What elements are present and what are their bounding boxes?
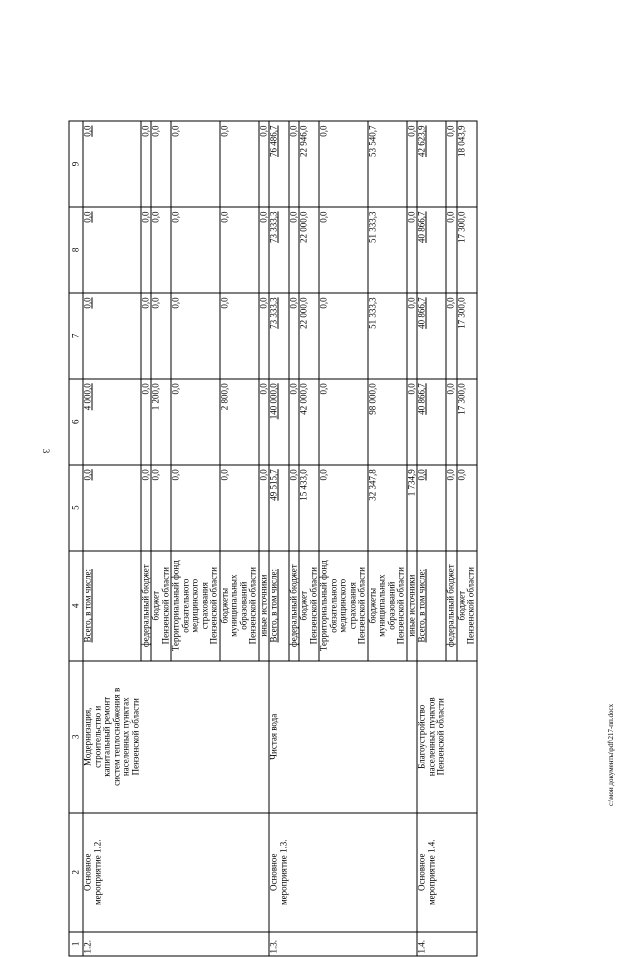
amount-cell — [141, 121, 152, 207]
amount-cell — [446, 293, 457, 379]
amount-cell — [151, 379, 171, 465]
event-title-cell — [417, 661, 446, 813]
amount-cell — [407, 465, 418, 551]
row-number-cell — [141, 932, 152, 956]
amount-cell — [141, 379, 152, 465]
amount-cell — [446, 379, 457, 465]
amount-cell — [319, 379, 368, 465]
amount-value: 73 333,3 — [268, 211, 279, 243]
column-number-row — [69, 121, 83, 956]
funding-source-line: Территориальный фонд — [170, 560, 181, 652]
amount-value: 0,0 — [445, 125, 456, 137]
amount-value: 0,0 — [140, 383, 150, 395]
funding-source-cell — [319, 551, 368, 661]
amount-value: 0,0 — [318, 211, 329, 223]
funding-source-cell — [368, 551, 407, 661]
amount-value: 73 333,3 — [268, 297, 279, 329]
amount-value: 1 734,9 — [406, 469, 416, 497]
amount-cell — [141, 293, 152, 379]
funding-source-line: Пензенской области — [395, 567, 406, 645]
amount-value: 0,0 — [456, 469, 466, 481]
event-title-line: Модернизация, — [82, 707, 93, 766]
amount-value: 22 946,0 — [298, 125, 309, 157]
amount-cell — [457, 465, 477, 551]
event-name-line: мероприятие 1.4. — [426, 839, 436, 906]
column-number-cell: 7 — [69, 293, 83, 379]
amount-value: 22 000,0 — [298, 297, 309, 329]
funding-source-line: Всего, в том числе: — [416, 568, 427, 643]
amount-cell — [141, 207, 152, 293]
amount-value: 40 866,7 — [416, 211, 427, 243]
amount-cell — [259, 293, 270, 379]
amount-value: 17 300,0 — [456, 383, 466, 415]
funding-source-line: бюджет — [150, 590, 161, 621]
event-cell — [407, 813, 418, 932]
amount-value: 17 300,0 — [456, 297, 466, 329]
row-number-cell — [259, 932, 270, 956]
amount-cell — [457, 207, 477, 293]
event-title-cell — [446, 661, 457, 813]
funding-source-line: Пензенской области — [465, 567, 476, 645]
event-cell — [368, 813, 407, 932]
funding-source-cell — [171, 551, 220, 661]
event-title-cell — [141, 661, 152, 813]
funding-source-cell — [446, 551, 457, 661]
amount-cell — [319, 465, 368, 551]
amount-cell — [259, 207, 270, 293]
amount-value: 76 486,7 — [268, 125, 279, 157]
amount-cell — [220, 207, 259, 293]
event-cell — [299, 813, 319, 932]
amount-cell — [299, 379, 319, 465]
amount-value: 0,0 — [219, 297, 229, 309]
event-title-cell — [368, 661, 407, 813]
amount-value: 53 540,7 — [367, 125, 377, 157]
column-number-cell: 8 — [69, 207, 83, 293]
amount-cell — [407, 379, 418, 465]
amount-value: 0,0 — [170, 125, 181, 137]
event-cell — [220, 813, 259, 932]
amount-value: 0,0 — [288, 125, 298, 137]
amount-cell — [457, 121, 477, 207]
table-row — [319, 121, 368, 956]
amount-value: 0,0 — [258, 125, 268, 137]
amount-cell — [269, 293, 289, 379]
amount-value: 0,0 — [288, 211, 298, 223]
row-number-cell — [417, 932, 446, 956]
amount-cell — [289, 293, 300, 379]
event-name-line: мероприятие 1.2. — [92, 839, 102, 906]
table-row — [269, 121, 289, 956]
amount-value: 0,0 — [445, 383, 456, 395]
event-cell — [171, 813, 220, 932]
amount-cell — [141, 465, 152, 551]
amount-cell — [269, 465, 289, 551]
row-number-cell — [151, 932, 171, 956]
funding-source-cell — [457, 551, 477, 661]
table-row — [171, 121, 220, 956]
amount-cell — [446, 465, 457, 551]
column-number-cell: 5 — [69, 465, 83, 551]
amount-cell — [289, 121, 300, 207]
amount-value: 0,0 — [406, 211, 416, 223]
column-number-cell: 6 — [69, 379, 83, 465]
amount-cell — [417, 379, 446, 465]
funding-source-cell — [417, 551, 446, 661]
amount-cell — [171, 207, 220, 293]
amount-cell — [368, 121, 407, 207]
amount-value: 0,0 — [288, 469, 298, 481]
funding-table-body — [69, 121, 477, 956]
row-number-cell — [299, 932, 319, 956]
funding-source-cell — [151, 551, 171, 661]
amount-value: 22 000,0 — [298, 211, 309, 243]
row-number-cell — [83, 932, 141, 956]
amount-value: 0,0 — [288, 297, 298, 309]
amount-value: 0,0 — [150, 125, 161, 137]
funding-source-line: Пензенской области — [160, 567, 170, 645]
amount-value: 0,0 — [140, 211, 150, 223]
table-row — [417, 121, 446, 956]
event-title-cell — [151, 661, 171, 813]
amount-cell — [417, 465, 446, 551]
table-row — [368, 121, 407, 956]
amount-cell — [220, 465, 259, 551]
amount-cell — [171, 121, 220, 207]
amount-cell — [259, 379, 270, 465]
amount-cell — [220, 379, 259, 465]
amount-value: 0,0 — [416, 469, 427, 481]
table-row — [259, 121, 270, 956]
amount-cell — [368, 465, 407, 551]
event-title-cell — [319, 661, 368, 813]
row-number-cell — [319, 932, 368, 956]
amount-cell — [299, 465, 319, 551]
amount-cell — [299, 293, 319, 379]
event-cell — [446, 813, 457, 932]
amount-value: 0,0 — [445, 469, 456, 481]
row-number-cell — [171, 932, 220, 956]
funding-source-line: Всего, в том числе: — [268, 568, 279, 643]
event-title-cell — [259, 661, 270, 813]
amount-cell — [151, 465, 171, 551]
amount-value: 0,0 — [150, 297, 161, 309]
row-number-cell — [368, 932, 407, 956]
amount-cell — [83, 293, 141, 379]
amount-value: 0,0 — [219, 125, 229, 137]
amount-cell — [220, 121, 259, 207]
funding-source-line: иные источники — [258, 574, 268, 637]
amount-value: 0,0 — [150, 469, 161, 481]
column-number-cell: 2 — [69, 813, 83, 932]
amount-value: 17 300,0 — [456, 211, 466, 243]
amount-value: 0,0 — [170, 211, 181, 223]
amount-value: 0,0 — [406, 125, 416, 137]
row-number-cell — [457, 932, 477, 956]
row-number-cell — [289, 932, 300, 956]
amount-cell — [319, 121, 368, 207]
funding-source-cell — [83, 551, 141, 661]
event-cell — [141, 813, 152, 932]
table-row — [141, 121, 152, 956]
amount-value: 0,0 — [318, 125, 329, 137]
event-title-line: Благоустройство — [416, 704, 427, 769]
amount-value: 0,0 — [318, 383, 329, 395]
amount-value: 0,0 — [406, 383, 416, 395]
table-row — [151, 121, 171, 956]
amount-cell — [289, 465, 300, 551]
amount-cell — [457, 379, 477, 465]
amount-cell — [319, 207, 368, 293]
amount-value: 1 200,0 — [150, 383, 161, 411]
amount-value: 0,0 — [258, 297, 268, 309]
funding-source-line: образований — [238, 581, 248, 630]
amount-value: 0,0 — [82, 297, 93, 309]
funding-source-line: бюджет — [298, 590, 309, 621]
row-number: 1.3. — [268, 940, 279, 954]
event-title-cell — [407, 661, 418, 813]
amount-value: 0,0 — [445, 297, 456, 309]
row-number-cell — [269, 932, 289, 956]
amount-value: 0,0 — [170, 469, 181, 481]
amount-cell — [259, 121, 270, 207]
funding-source-cell — [299, 551, 319, 661]
amount-cell — [259, 465, 270, 551]
amount-value: 0,0 — [445, 211, 456, 223]
funding-source-line: Пензенской области — [308, 567, 318, 645]
funding-source-cell — [407, 551, 418, 661]
funding-source-cell — [289, 551, 300, 661]
amount-value: 51 333,3 — [367, 297, 377, 329]
event-cell — [417, 813, 446, 932]
amount-cell — [220, 293, 259, 379]
event-name-line: Основное — [416, 853, 427, 892]
amount-value: 18 043,9 — [456, 125, 466, 157]
event-title-cell — [457, 661, 477, 813]
funding-source-line: бюджеты — [367, 587, 377, 624]
event-title-line: Чистая вода — [268, 713, 279, 760]
amount-value: 0,0 — [258, 469, 268, 481]
funding-source-line: страхования — [347, 582, 357, 630]
event-title-cell — [83, 661, 141, 813]
amount-cell — [457, 293, 477, 379]
amount-value: 2 800,0 — [219, 383, 229, 411]
amount-cell — [171, 379, 220, 465]
amount-cell — [171, 293, 220, 379]
amount-value: 0,0 — [170, 297, 181, 309]
amount-cell — [417, 207, 446, 293]
file-path-footer: c:\мои документы\pdf\217-пп.docx — [607, 703, 615, 806]
event-cell — [83, 813, 141, 932]
funding-source-line: медицинского — [189, 578, 200, 633]
amount-value: 0,0 — [140, 297, 150, 309]
event-title-line: капитальный ремонт — [101, 696, 112, 777]
funding-source-line: образований — [386, 581, 396, 630]
rotated-table-area — [69, 121, 604, 957]
amount-cell — [151, 207, 171, 293]
amount-cell — [446, 121, 457, 207]
amount-cell — [269, 121, 289, 207]
amount-cell — [83, 121, 141, 207]
amount-value: 0,0 — [140, 125, 150, 137]
funding-source-line: Пензенской области — [247, 567, 258, 645]
funding-source-line: Всего, в том числе: — [82, 568, 93, 643]
table-row — [289, 121, 300, 956]
amount-cell — [368, 379, 407, 465]
amount-value: 32 347,8 — [367, 469, 377, 501]
event-title-line: Пензенской области — [435, 698, 446, 776]
amount-value: 15 433,0 — [298, 469, 309, 501]
amount-value: 4 000,0 — [82, 383, 93, 411]
funding-source-line: обязательного — [180, 578, 190, 633]
event-title-line: систем теплоснабжения в — [111, 687, 121, 786]
funding-source-line: муниципальных — [228, 574, 239, 637]
amount-value: 0,0 — [219, 469, 229, 481]
amount-cell — [151, 293, 171, 379]
funding-source-line: медицинского — [337, 578, 348, 633]
funding-source-line: Территориальный фонд — [318, 560, 329, 652]
table-row — [83, 121, 141, 956]
amount-value: 0,0 — [318, 469, 329, 481]
table-row — [407, 121, 418, 956]
amount-cell — [171, 465, 220, 551]
event-cell — [259, 813, 270, 932]
funding-source-line: федеральный бюджет — [445, 564, 456, 648]
event-title-cell — [299, 661, 319, 813]
table-row — [299, 121, 319, 956]
funding-source-line: обязательного — [328, 578, 338, 633]
amount-value: 49 515,7 — [268, 469, 279, 501]
row-number: 1.2. — [82, 940, 93, 954]
event-title-cell — [171, 661, 220, 813]
amount-value: 0,0 — [82, 211, 93, 223]
amount-value: 42 000,0 — [298, 383, 309, 415]
amount-cell — [417, 121, 446, 207]
event-cell — [457, 813, 477, 932]
amount-cell — [289, 379, 300, 465]
funding-source-line: бюджеты — [219, 587, 229, 624]
event-title-line: населенных пунктов — [426, 697, 436, 777]
event-name-line: мероприятие 1.3. — [278, 839, 288, 906]
row-number-cell — [220, 932, 259, 956]
event-cell — [319, 813, 368, 932]
event-title-line: Пензенской области — [130, 698, 140, 776]
column-number-cell: 1 — [69, 932, 83, 956]
amount-cell — [83, 465, 141, 551]
column-number-cell: 9 — [69, 121, 83, 207]
funding-table — [69, 121, 478, 957]
amount-value: 0,0 — [318, 297, 329, 309]
funding-source-cell — [141, 551, 152, 661]
amount-value: 51 333,3 — [367, 211, 377, 243]
funding-source-line: федеральный бюджет — [288, 564, 298, 648]
amount-cell — [407, 293, 418, 379]
amount-value: 0,0 — [82, 469, 93, 481]
amount-cell — [446, 207, 457, 293]
amount-value: 0,0 — [288, 383, 298, 395]
funding-source-cell — [269, 551, 289, 661]
amount-cell — [289, 207, 300, 293]
amount-cell — [368, 293, 407, 379]
funding-source-line: страхования — [199, 582, 209, 630]
event-title-cell — [220, 661, 259, 813]
amount-value: 0,0 — [140, 469, 150, 481]
amount-cell — [83, 379, 141, 465]
amount-value: 140 000,0 — [268, 383, 279, 420]
funding-source-line: федеральный бюджет — [140, 564, 150, 648]
event-cell — [269, 813, 289, 932]
event-title-cell — [289, 661, 300, 813]
event-title-line: населенных пунктах — [120, 697, 131, 777]
amount-cell — [299, 121, 319, 207]
funding-source-line: муниципальных — [376, 574, 387, 637]
amount-value: 0,0 — [150, 211, 161, 223]
column-number-cell: 4 — [69, 551, 83, 661]
amount-cell — [368, 207, 407, 293]
amount-cell — [407, 207, 418, 293]
event-cell — [151, 813, 171, 932]
amount-value: 0,0 — [219, 211, 229, 223]
event-name-line: Основное — [268, 853, 279, 892]
amount-value: 98 000,0 — [367, 383, 377, 415]
amount-cell — [299, 207, 319, 293]
table-row — [457, 121, 477, 956]
funding-source-line: Пензенской области — [208, 567, 219, 645]
amount-value: 0,0 — [258, 383, 268, 395]
table-row — [220, 121, 259, 956]
amount-cell — [319, 293, 368, 379]
event-title-cell — [269, 661, 289, 813]
amount-cell — [83, 207, 141, 293]
amount-value: 40 866,7 — [416, 383, 427, 415]
column-number-cell: 3 — [69, 661, 83, 813]
amount-value: 0,0 — [406, 297, 416, 309]
row-number-cell — [407, 932, 418, 956]
amount-value: 42 623,9 — [416, 125, 427, 157]
amount-value: 0,0 — [258, 211, 268, 223]
table-row — [446, 121, 457, 956]
funding-source-cell — [259, 551, 270, 661]
funding-source-cell — [220, 551, 259, 661]
funding-source-line: иные источники — [406, 574, 416, 637]
amount-cell — [407, 121, 418, 207]
page-number: 3 — [41, 448, 51, 454]
funding-source-line: Пензенской области — [356, 567, 367, 645]
amount-cell — [269, 379, 289, 465]
event-title-line: строительство и — [92, 705, 102, 768]
amount-cell — [269, 207, 289, 293]
event-name-line: Основное — [82, 853, 93, 892]
amount-value: 0,0 — [170, 383, 181, 395]
amount-cell — [417, 293, 446, 379]
amount-value: 0,0 — [82, 125, 93, 137]
funding-source-line: бюджет — [456, 590, 466, 621]
row-number: 1.4. — [416, 940, 427, 954]
amount-cell — [151, 121, 171, 207]
row-number-cell — [446, 932, 457, 956]
amount-value: 40 866,7 — [416, 297, 427, 329]
event-cell — [289, 813, 300, 932]
